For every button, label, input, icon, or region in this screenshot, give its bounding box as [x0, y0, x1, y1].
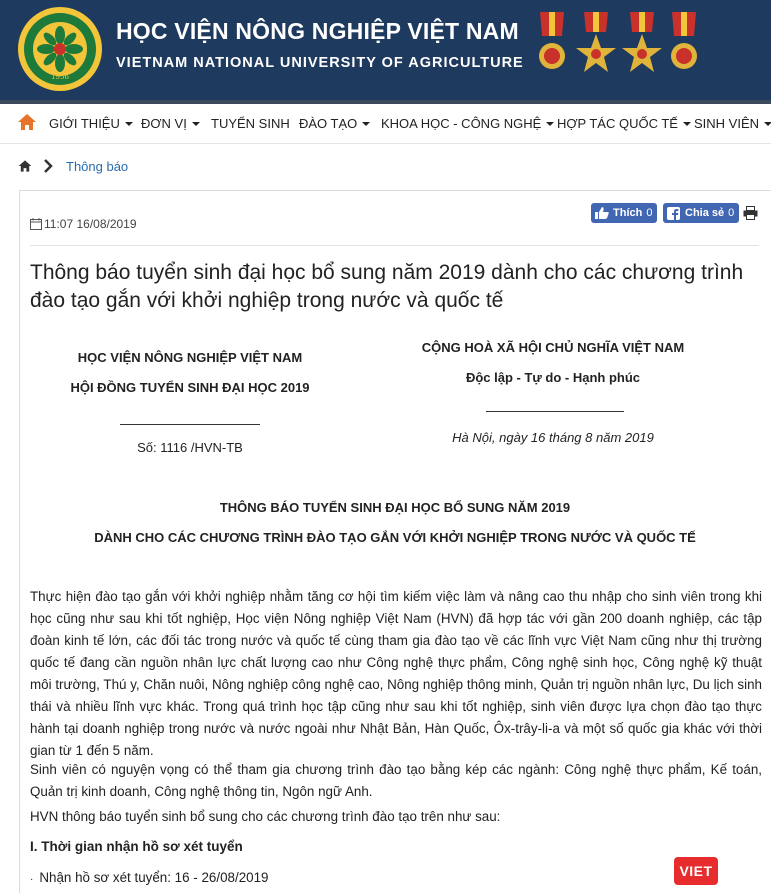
nav-item-don-vi[interactable]: ĐƠN VỊ: [141, 116, 200, 131]
print-icon[interactable]: [743, 206, 758, 220]
star-medal-icon: [576, 12, 616, 80]
chevron-right-icon: [42, 159, 54, 173]
divider: [30, 245, 759, 246]
document-number: Số: 1116 /HVN-TB: [137, 440, 243, 455]
star-medal-icon: [622, 12, 662, 80]
article-title: Thông báo tuyển sinh đại học bổ sung năm 2019 dành cho các chương trình đào tạo gắn với khởi nghiệp trong nước và quốc tế: [30, 261, 744, 312]
facebook-share-button[interactable]: Chia sẻ 0: [663, 203, 739, 223]
article-paragraph: Thực hiện đào tạo gắn với khởi nghiệp nhằm tăng cơ hội tìm kiếm việc làm và nâng cao thu nhập cho sinh viên trong khi học cũng như sau khi tốt nghiệp, Học viện Nông nghiệp Việt Nam (HVN) đã hợp tác với gần 200 doanh nghiệp, các tập đoàn kinh tế lớn, các đối tác trong nước và quốc tế cùng tham gia đào tạo về các lĩnh vực Việt Nam cũng như thị trường quốc tế đang cần nguồn nhân lực chất lượng cao như Công nghệ thực phẩm, Công nghệ sinh học, Công nghệ kỹ thuật môi trường, Thú y, Chăn nuôi, Nông nghiệp công nghệ cao, Nông nghiệp thông minh, Quản trị nguồn nhân lực, Du lịch sinh thái và nhiều lĩnh vực khác. Trong quá trình học tập cũng như sau khi tốt nghiệp, sinh viên được lựa chọn đào tạo thực hành tại doanh nghiệp trong nước và nước ngoài như Nhật Bản, Hàn Quốc, Ôx-trây-li-a và một số quốc gia khác với thời gian từ 1 đến 5 năm.: [30, 589, 762, 758]
notice-heading-2: DÀNH CHO CÁC CHƯƠNG TRÌNH ĐÀO TẠO GẮN VỚI KHỞI NGHIỆP TRONG NƯỚC VÀ QUỐC TẾ: [94, 530, 696, 545]
chevron-down-icon: [683, 122, 691, 126]
main-navigation: [0, 104, 771, 144]
nav-item-gioi-thieu[interactable]: GIỚI THIỆU: [49, 116, 133, 131]
university-name-vn: HỌC VIỆN NÔNG NGHIỆP VIỆT NAM: [116, 18, 519, 44]
facebook-like-button[interactable]: Thích 0: [591, 203, 657, 223]
breadcrumb-current[interactable]: Thông báo: [66, 159, 129, 174]
site-header: [0, 0, 771, 100]
bullet-icon: ·: [30, 874, 34, 885]
facebook-icon: [667, 207, 680, 220]
chevron-down-icon: [764, 122, 771, 126]
nav-item-dao-tao[interactable]: ĐÀO TẠO: [299, 116, 370, 131]
nav-item-khoa-hoc-cong-nghe[interactable]: KHOA HỌC - CÔNG NGHỆ: [381, 116, 554, 131]
nav-item-hop-tac-quoc-te[interactable]: HỢP TÁC QUỐC TẾ: [557, 116, 691, 131]
chevron-down-icon: [125, 122, 133, 126]
divider: [120, 424, 260, 425]
university-name-en: VIETNAM NATIONAL UNIVERSITY OF AGRICULTURE: [116, 55, 524, 71]
nation-name: CỘNG HOÀ XÃ HỘI CHỦ NGHĨA VIỆT NAM: [421, 340, 685, 355]
org-council: HỘI ĐỒNG TUYỂN SINH ĐẠI HỌC 2019: [70, 380, 310, 395]
org-name: HỌC VIỆN NÔNG NGHIỆP VIỆT NAM: [77, 350, 303, 365]
medal-icon: [664, 12, 704, 80]
list-item: · Nhận hồ sơ xét tuyển: 16 - 26/08/2019: [30, 870, 269, 885]
university-logo[interactable]: [18, 7, 102, 91]
chevron-down-icon: [362, 122, 370, 126]
nav-item-tuyen-sinh[interactable]: TUYỂN SINH: [211, 116, 290, 131]
notice-heading-1: THÔNG BÁO TUYỂN SINH ĐẠI HỌC BỔ SUNG NĂM 2019: [219, 500, 571, 515]
nav-item-sinh-vien[interactable]: SINH VIÊN: [694, 116, 771, 131]
breadcrumb-home-icon[interactable]: [18, 159, 32, 173]
article-paragraph: HVN thông báo tuyển sinh bổ sung cho các chương trình đào tạo trên như sau:: [30, 809, 501, 824]
place-date: Hà Nội, ngày 16 tháng 8 năm 2019: [452, 430, 654, 445]
chevron-down-icon: [192, 122, 200, 126]
thumbs-up-icon: [595, 207, 609, 219]
medals-group: [532, 12, 764, 80]
article-datetime: 11:07 16/08/2019: [44, 217, 137, 231]
chevron-down-icon: [546, 122, 554, 126]
medal-icon: [532, 12, 572, 80]
nation-motto: Độc lập - Tự do - Hạnh phúc: [465, 370, 641, 385]
section-heading: I. Thời gian nhận hồ sơ xét tuyển: [30, 839, 243, 854]
calendar-icon: [30, 218, 42, 230]
article-paragraph: Sinh viên có nguyện vọng có thể tham gia chương trình đào tạo bằng kép các ngành: Công nghệ thực phẩm, Kế toán, Quản trị kinh doanh, Công nghệ thông tin, Ngôn ngữ Anh.: [30, 762, 762, 799]
viet-badge[interactable]: VIET: [674, 857, 718, 885]
logo-year: 1956: [51, 73, 69, 81]
divider: [486, 411, 624, 412]
home-icon[interactable]: [17, 112, 37, 132]
